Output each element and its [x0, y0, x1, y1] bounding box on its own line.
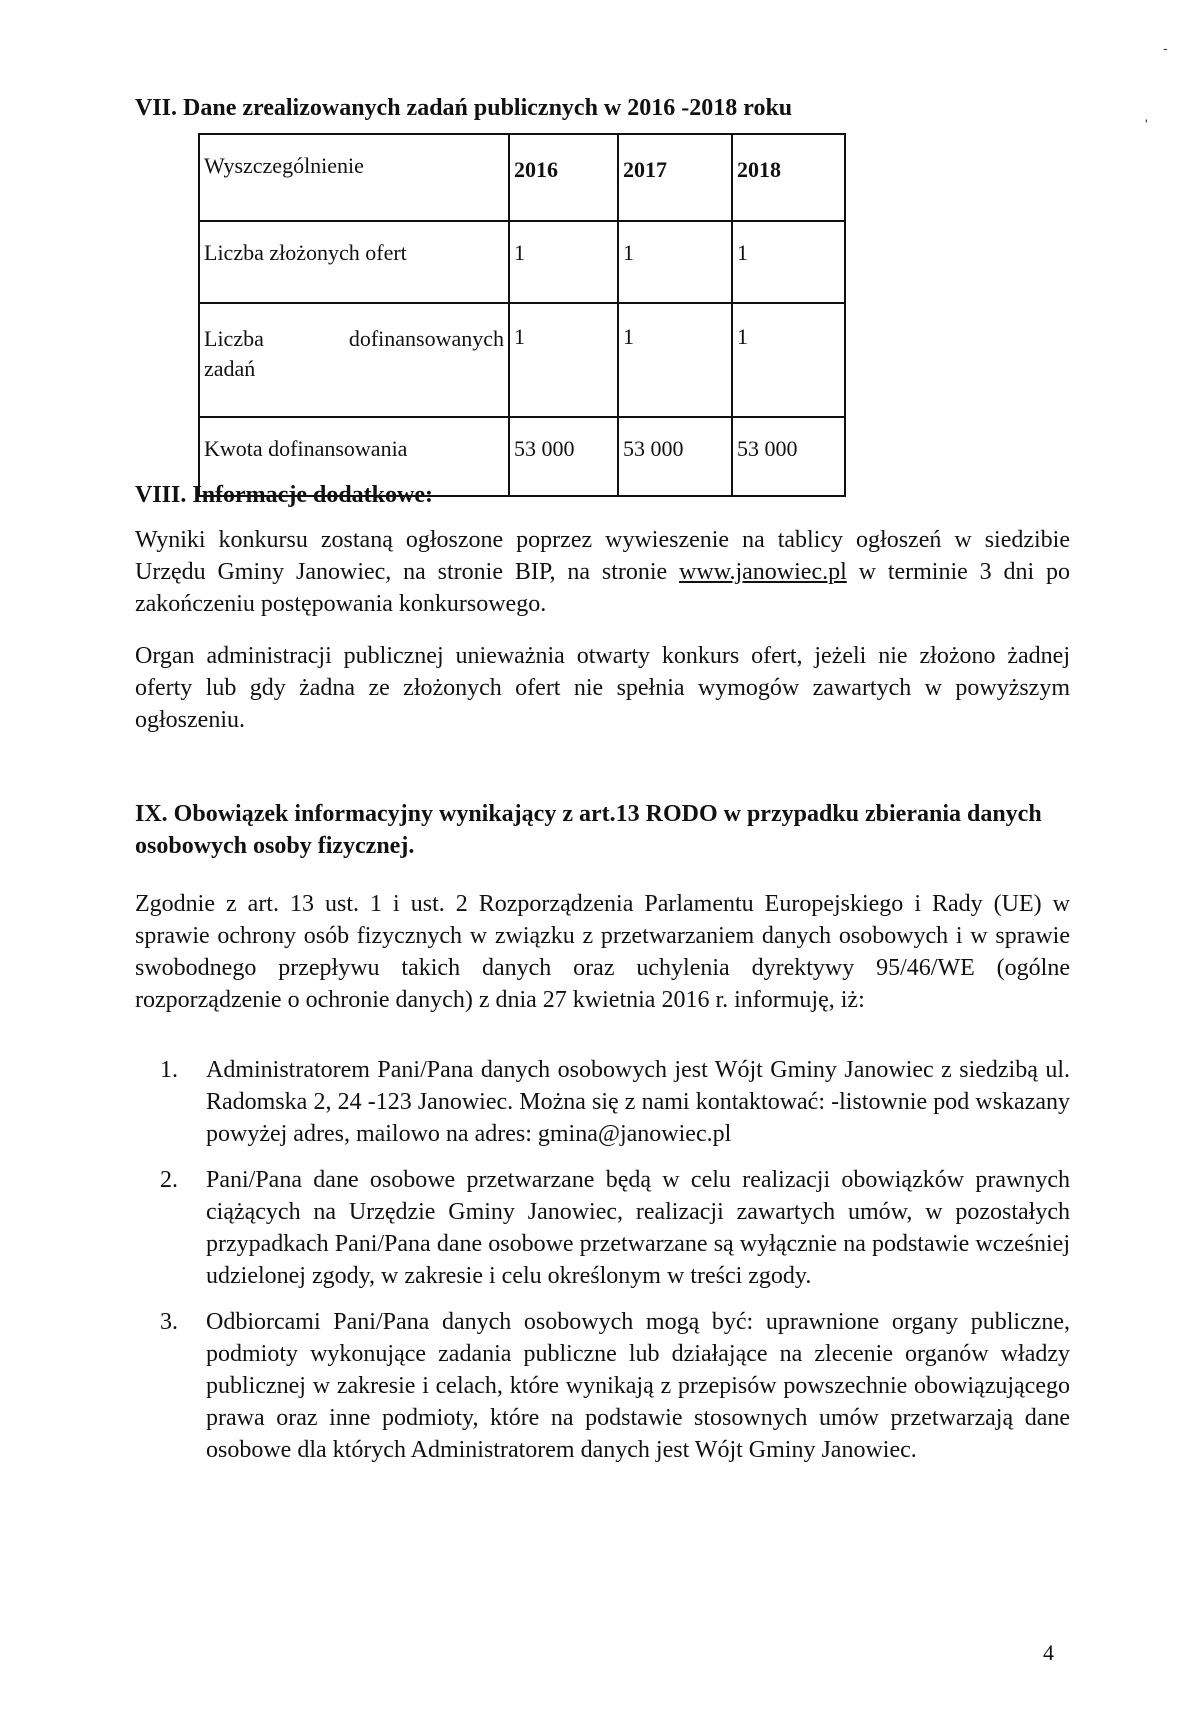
table-row-label-part: zadań	[204, 356, 256, 381]
list-item	[160, 1164, 1070, 1292]
table-header-cell: Wyszczególnienie	[199, 134, 509, 221]
table-cell: 1	[509, 221, 618, 303]
table-row-label	[199, 303, 509, 417]
table-cell: 1	[618, 303, 732, 417]
table-cell: 53 000	[732, 417, 845, 496]
rodo-list	[160, 1054, 1070, 1466]
table-row	[199, 221, 845, 303]
page-number: 4	[1043, 1640, 1054, 1665]
list-item-number: 3.	[160, 1309, 178, 1335]
table-row-label-part: dofinansowanych	[348, 326, 504, 351]
table-row-label: Liczba złożonych ofert	[199, 221, 509, 303]
section-9-title: IX. Obowiązek informacyjny wynikający z art.13 RODO w przypadku zbierania danych osobowych osoby fizycznej.	[135, 801, 1042, 859]
list-item	[160, 1306, 1070, 1466]
list-item-number: 2.	[160, 1167, 178, 1193]
paragraph-text: w terminie 3 dni po zakończeniu postępowania konkursowego.	[135, 559, 1071, 617]
tasks-table	[198, 133, 846, 497]
scan-mark: -	[1163, 40, 1168, 56]
table-cell: 53 000	[509, 417, 618, 496]
table-header-row	[199, 134, 845, 221]
table-row-label-part: Liczba	[204, 326, 264, 351]
table-cell: 53 000	[618, 417, 732, 496]
list-item	[160, 1054, 1070, 1150]
table-header-cell: 2018	[732, 134, 845, 221]
scan-mark: '	[1145, 116, 1148, 132]
cancellation-paragraph: Organ administracji publicznej unieważnia otwarty konkurs ofert, jeżeli nie złożono żadnej oferty lub gdy żadna ze złożonych ofert nie spełnia wymogów zawartych w powyższym ogłoszeniu.	[135, 643, 1070, 733]
table-cell: 1	[732, 303, 845, 417]
table-header-cell: 2016	[509, 134, 618, 221]
table-cell: 1	[618, 221, 732, 303]
paragraph-text: Wyniki konkursu zostaną ogłoszone poprzez wywieszenie na tablicy ogłoszeń w siedzibie Urzędu Gminy Janowiec, na stronie BIP, na stronie	[135, 527, 1070, 585]
table-row	[199, 303, 845, 417]
table-header-cell: 2017	[618, 134, 732, 221]
table-cell: 1	[509, 303, 618, 417]
list-item-text: Odbiorcami Pani/Pana danych osobowych mogą być: uprawnione organy publiczne, podmioty wykonujące zadania publiczne lub działające na zlecenie organów władzy publicznej w zakresie i celach, które wynikają z przepisów powszechnie obowiązującego prawa oraz inne podmioty, które na podstawie stosownych umów przetwarzają dane osobowe dla których Administratorem danych jest Wójt Gminy Janowiec.	[206, 1309, 1070, 1463]
list-item-text: Administratorem Pani/Pana danych osobowych jest Wójt Gminy Janowiec z siedzibą ul. Radomska 2, 24 -123 Janowiec. Można się z nami kontaktować: -listownie pod wskazany powyżej adres, mailowo na adres: gmina@janowiec.pl	[206, 1057, 1070, 1147]
website-link[interactable]: www.janowiec.pl	[679, 559, 847, 585]
table-row-label: Kwota dofinansowania	[199, 417, 509, 496]
list-item-number: 1.	[160, 1057, 178, 1083]
section-8-title: VIII. Informacje dodatkowe:	[135, 482, 433, 508]
section-7-title: VII. Dane zrealizowanych zadań publicznych w 2016 -2018 roku	[135, 95, 793, 121]
results-paragraph	[135, 524, 1070, 620]
table-cell: 1	[732, 221, 845, 303]
rodo-intro-paragraph: Zgodnie z art. 13 ust. 1 i ust. 2 Rozporządzenia Parlamentu Europejskiego i Rady (UE) w sprawie ochrony osób fizycznych w związku z przetwarzaniem danych osobowych i w sprawie swobodnego przepływu takich danych oraz uchylenia dyrektywy 95/46/WE (ogólne rozporządzenie o ochronie danych) z dnia 27 kwietnia 2016 r. informuję, iż:	[135, 891, 1070, 1013]
list-item-text: Pani/Pana dane osobowe przetwarzane będą w celu realizacji obowiązków prawnych ciążących na Urzędzie Gminy Janowiec, realizacji zawartych umów, w pozostałych przypadkach Pani/Pana dane osobowe przetwarzane są wyłącznie na podstawie wcześniej udzielonej zgody, w zakresie i celu określonym w treści zgody.	[206, 1167, 1070, 1289]
